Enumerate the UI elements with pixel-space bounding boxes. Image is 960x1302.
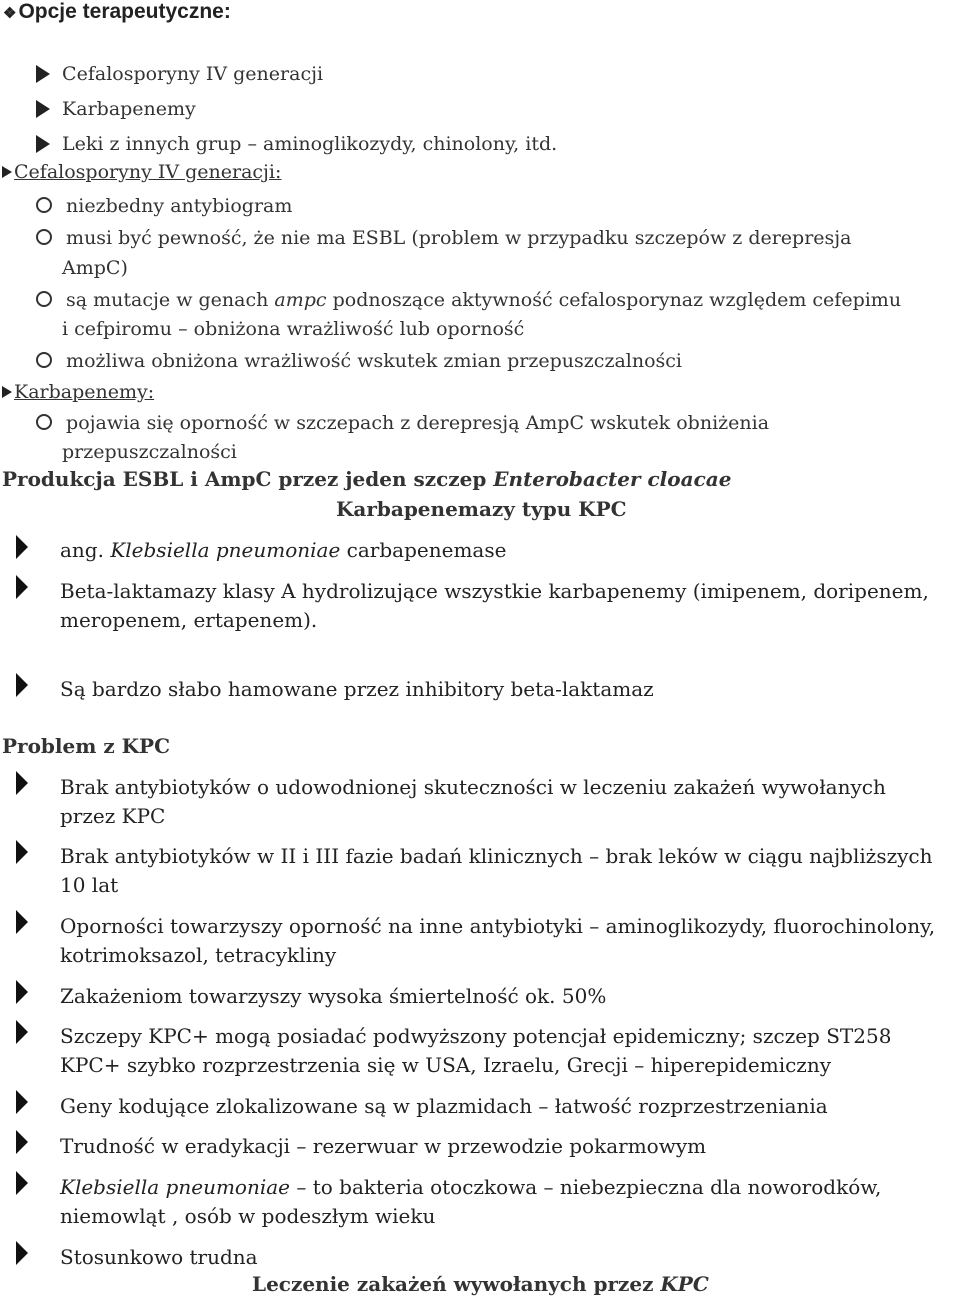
triangle-bullet-icon — [16, 673, 28, 701]
arrow-bullet-icon — [2, 166, 12, 178]
triangle-bullet-icon — [16, 840, 28, 868]
list-item-continuation: przez KPC — [60, 804, 166, 828]
circle-bullet-icon — [36, 197, 52, 213]
arrow-bullet-icon — [36, 135, 50, 153]
list-item: ang. Klebsiella pneumoniae carbapenemase — [60, 538, 507, 562]
list-item-text: Leki z innych grup – aminoglikozydy, chinolony, itd. — [62, 133, 558, 155]
list-item — [36, 95, 196, 124]
list-item: pojawia się oporność w szczepach z derepresją AmpC wskutek obniżenia — [36, 409, 769, 438]
triangle-bullet-icon — [16, 575, 28, 603]
list-item: Oporności towarzyszy oporność na inne antybiotyki – aminoglikozydy, fluorochinolony, — [60, 914, 936, 938]
list-item-text: Cefalosporyny IV generacji — [62, 63, 324, 85]
triangle-bullet-icon — [16, 1020, 28, 1048]
list-item: Beta-laktamazy klasy A hydrolizujące wszystkie karbapenemy (imipenem, doripenem, — [60, 579, 929, 603]
triangle-bullet-icon — [16, 771, 28, 799]
list-item: Brak antybiotyków w II i III fazie badań klinicznych – brak leków w ciągu najbliższych — [60, 844, 933, 868]
list-item-continuation: 10 lat — [60, 873, 119, 897]
treatment-heading: Leczenie zakażeń wywołanych przez KPC — [252, 1272, 709, 1296]
triangle-bullet-icon — [16, 535, 28, 563]
kpc-title: Karbapenemazy typu KPC — [336, 497, 627, 521]
list-item: niezbedny antybiogram — [36, 192, 292, 221]
list-item: Są bardzo słabo hamowane przez inhibitory beta-laktamaz — [60, 677, 654, 701]
triangle-bullet-icon — [16, 1241, 28, 1269]
triangle-bullet-icon — [16, 1171, 28, 1199]
circle-bullet-icon — [36, 414, 52, 430]
list-item-continuation: przepuszczalności — [62, 441, 237, 463]
triangle-bullet-icon — [16, 1090, 28, 1118]
list-item: są mutacje w genach ampc podnoszące aktywność cefalosporynaz względem cefepimu — [36, 286, 901, 315]
section-heading-therapeutic-options — [3, 0, 231, 24]
circle-bullet-icon — [36, 352, 52, 368]
list-item: Geny kodujące zlokalizowane są w plazmidach – łatwość rozprzestrzeniania — [60, 1094, 828, 1118]
list-item-continuation: niemowląt , osób w podeszłym wieku — [60, 1204, 436, 1228]
list-item — [36, 60, 323, 89]
list-item-continuation: i cefpiromu – obniżona wrażliwość lub oporność — [62, 318, 525, 340]
heading-text: Opcje terapeutyczne: — [18, 0, 231, 23]
diamond-bullet-icon: ❖ — [3, 5, 17, 22]
list-item: Trudność w eradykacji – rezerwuar w przewodzie pokarmowym — [60, 1134, 707, 1158]
circle-bullet-icon — [36, 291, 52, 307]
subheading-karba: Karbapenemy: — [2, 378, 154, 407]
list-item: musi być pewność, że nie ma ESBL (problem w przypadku szczepów z derepresja — [36, 224, 852, 253]
arrow-bullet-icon — [36, 65, 50, 83]
list-item: Stosunkowo trudna — [60, 1245, 258, 1269]
production-heading: Produkcja ESBL i AmpC przez jeden szczep Enterobacter cloacae — [2, 467, 732, 491]
list-item-continuation: kotrimoksazol, tetracykliny — [60, 943, 337, 967]
arrow-bullet-icon — [2, 386, 12, 398]
list-item: Zakażeniom towarzyszy wysoka śmiertelność ok. 50% — [60, 984, 607, 1008]
arrow-bullet-icon — [36, 100, 50, 118]
subheading-cefalo: Cefalosporyny IV generacji: — [2, 158, 281, 187]
list-item — [36, 130, 557, 159]
list-item-continuation: KPC+ szybko rozprzestrzenia się w USA, Izraelu, Grecji – hiperepidemiczny — [60, 1053, 832, 1077]
list-item: Klebsiella pneumoniae – to bakteria otoczkowa – niebezpieczna dla noworodków, — [60, 1175, 882, 1199]
problem-heading: Problem z KPC — [2, 734, 171, 758]
triangle-bullet-icon — [16, 980, 28, 1008]
list-item: możliwa obniżona wrażliwość wskutek zmian przepuszczalności — [36, 347, 682, 376]
list-item: Szczepy KPC+ mogą posiadać podwyższony potencjał epidemiczny; szczep ST258 — [60, 1024, 892, 1048]
list-item-continuation: meropenem, ertapenem). — [60, 608, 318, 632]
list-item-continuation: AmpC) — [62, 257, 128, 279]
list-item: Brak antybiotyków o udowodnionej skuteczności w leczeniu zakażeń wywołanych — [60, 775, 886, 799]
triangle-bullet-icon — [16, 1130, 28, 1158]
list-item-text: Karbapenemy — [62, 98, 196, 120]
circle-bullet-icon — [36, 229, 52, 245]
triangle-bullet-icon — [16, 910, 28, 938]
